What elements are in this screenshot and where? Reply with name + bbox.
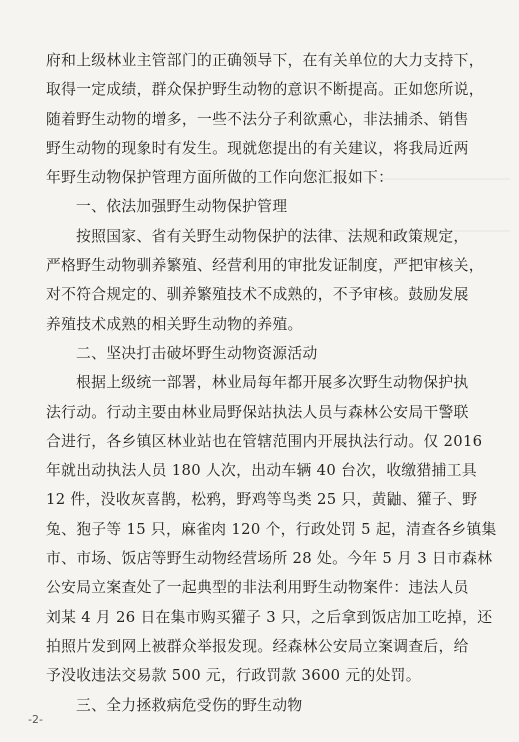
text-line: 法行动。行动主要由林业局野保站执法人员与森林公安局干警联	[46, 403, 469, 421]
text-line: 刘某 4 月 26 日在集市购买獾子 3 只，之后拿到饭店加工吃掉，还	[46, 608, 493, 626]
text-line: 公安局立案查处了一起典型的非法利用野生动物案件：违法人员	[46, 579, 469, 597]
text-line: 拍照片发到网上被群众举报发现。经森林公安局立案调查后，给	[46, 637, 469, 655]
text-line: 年野生动物保护管理方面所做的工作向您汇报如下：	[46, 169, 394, 187]
section-heading-3: 三、全力拯救病危受伤的野生动物	[76, 696, 303, 714]
text-line: 随着野生动物的增多，一些不法分子利欲熏心，非法捕杀、销售	[46, 110, 469, 128]
text-line: 合进行，各乡镇区林业站也在管辖范围内开展执法行动。仅 2016	[46, 432, 483, 450]
text-line: 年就出动执法人员 180 人次，出动车辆 40 台次，收缴猎捕工具	[46, 462, 477, 480]
document-body	[46, 46, 497, 720]
text-line: 予没收违法交易款 500 元，行政罚款 3600 元的处罚。	[46, 667, 421, 685]
text-line: 12 件，没收灰喜鹊，松鸦，野鸡等鸟类 25 只，黄鼬、獾子、野	[46, 491, 478, 509]
text-line: 兔、狍子等 15 只，麻雀肉 120 个，行政处罚 5 起，清查各乡镇集	[46, 520, 497, 538]
text-line: 根据上级统一部署，林业局每年都开展多次野生动物保护执	[76, 374, 469, 392]
page-number: -2-	[28, 713, 43, 726]
text-line: 按照国家、省有关野生动物保护的法律、法规和政策规定，	[76, 227, 469, 245]
text-line: 府和上级林业主管部门的正确领导下，在有关单位的大力支持下，	[46, 52, 484, 69]
section-heading-2: 二、坚决打击破坏野生动物资源活动	[76, 344, 318, 362]
section-heading-1: 一、依法加强野生动物保护管理	[76, 198, 288, 216]
text-line: 严格野生动物驯养繁殖、经营利用的审批发证制度，严把审核关，	[46, 257, 484, 275]
text-line: 取得一定成绩，群众保护野生动物的意识不断提高。正如您所说，	[46, 81, 484, 99]
text-line: 市、市场、饭店等野生动物经营场所 28 处。今年 5 月 3 日市森林	[46, 550, 493, 568]
text-line: 养殖技术成熟的相关野生动物的养殖。	[46, 315, 303, 333]
text-line: 对不符合规定的、驯养繁殖技术不成熟的，不予审核。鼓励发展	[46, 286, 469, 304]
text-line: 野生动物的现象时有发生。现就您提出的有关建议，将我局近两	[46, 139, 469, 157]
